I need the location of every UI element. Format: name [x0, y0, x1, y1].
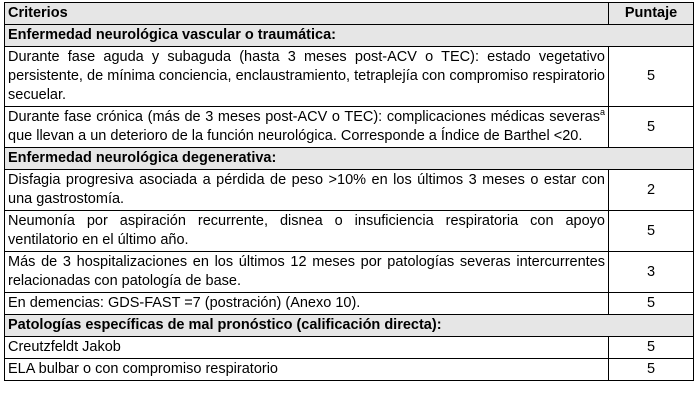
criterion-text: Disfagia progresiva asociada a pérdida de peso >10% en los últimos 3 meses o estar con una gastrostomía. — [5, 170, 609, 211]
score-header: Puntaje — [609, 3, 694, 25]
section-title: Enfermedad neurológica vascular o traumática: — [5, 25, 694, 47]
table-row — [5, 337, 694, 359]
criterion-text: En demencias: GDS-FAST =7 (postración) (Anexo 10). — [5, 293, 609, 315]
criterion-text-after: que llevan a un deterioro de la función neurológica. Corresponde a Índice de Barthel <20. — [8, 128, 583, 144]
table-row — [5, 170, 694, 211]
footnote-marker: a — [599, 107, 605, 118]
table-row — [5, 107, 694, 148]
table-row — [5, 359, 694, 381]
header-row — [5, 3, 694, 25]
table-row — [5, 293, 694, 315]
score-value: 3 — [609, 252, 694, 293]
table-row — [5, 47, 694, 107]
criterion-text: ELA bulbar o con compromiso respiratorio — [5, 359, 609, 381]
score-value: 5 — [609, 337, 694, 359]
section-row — [5, 148, 694, 170]
score-value: 5 — [609, 359, 694, 381]
criteria-header: Criterios — [5, 3, 609, 25]
criterion-text-before: Durante fase crónica (más de 3 meses post-ACV o TEC): complicaciones médicas severas — [8, 109, 600, 125]
section-title: Patologías específicas de mal pronóstico (calificación directa): — [5, 315, 694, 337]
score-value: 5 — [609, 47, 694, 107]
section-title: Enfermedad neurológica degenerativa: — [5, 148, 694, 170]
criterion-text: Durante fase aguda y subaguda (hasta 3 meses post-ACV o TEC): estado vegetativo persistente, de mínima conciencia, enclaustramiento, tetraplejía con compromiso respiratorio secuelar. — [5, 47, 609, 107]
criterion-text — [5, 107, 609, 148]
section-row — [5, 315, 694, 337]
score-value: 2 — [609, 170, 694, 211]
section-row — [5, 25, 694, 47]
table-row — [5, 252, 694, 293]
score-value: 5 — [609, 211, 694, 252]
criterion-text: Creutzfeldt Jakob — [5, 337, 609, 359]
criterion-text: Más de 3 hospitalizaciones en los últimos 12 meses por patologías severas intercurrentes relacionadas con patología de base. — [5, 252, 609, 293]
score-value: 5 — [609, 293, 694, 315]
criterion-text: Neumonía por aspiración recurrente, disnea o insuficiencia respiratoria con apoyo ventilatorio en el último año. — [5, 211, 609, 252]
table-row — [5, 211, 694, 252]
criteria-table — [4, 2, 694, 381]
score-value: 5 — [609, 107, 694, 148]
